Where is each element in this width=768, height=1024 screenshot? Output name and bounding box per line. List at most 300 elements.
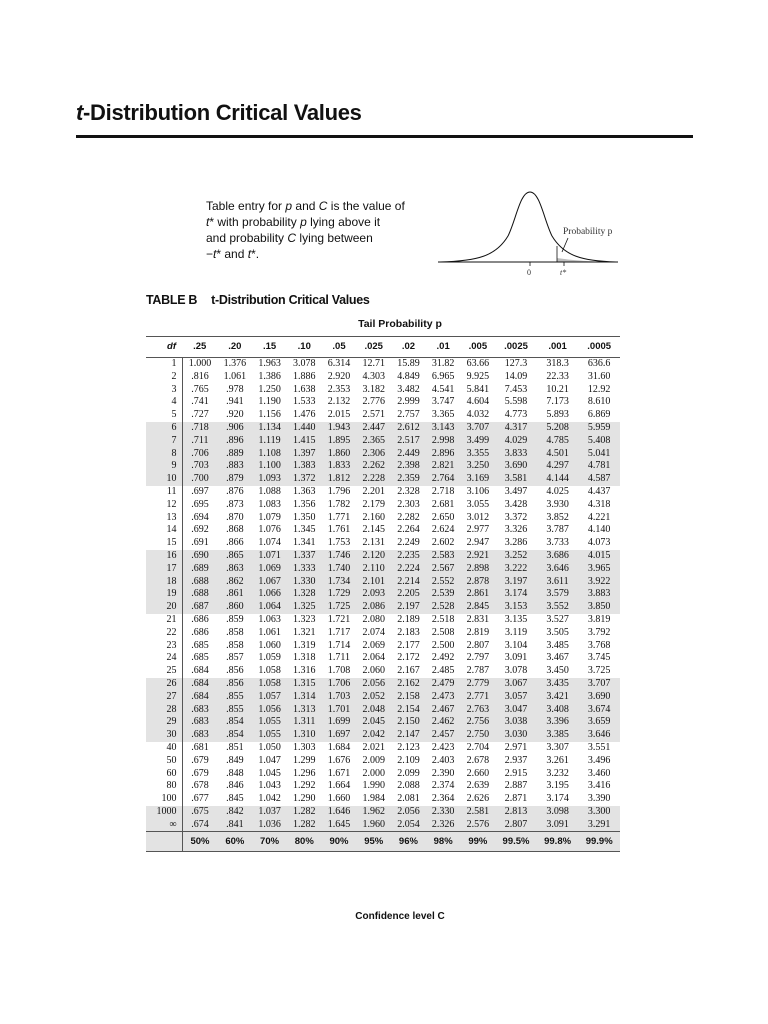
critical-value-cell: 2.306: [356, 448, 391, 461]
critical-value-cell: 1.386: [258, 370, 281, 382]
critical-value-cell: .675: [182, 806, 217, 819]
critical-value-cell: .889: [217, 448, 252, 461]
critical-value-cell: 2.131: [362, 537, 385, 549]
critical-value-cell: 1.725: [322, 601, 357, 614]
critical-value-cell: .855: [217, 691, 252, 704]
df-cell: 2: [146, 371, 182, 384]
critical-value-cell: 2.871: [504, 793, 528, 805]
header-tail-prob: .25: [182, 337, 217, 358]
df-cell: ∞: [146, 819, 182, 832]
page-title: [76, 100, 362, 126]
critical-value-cell: 5.408: [578, 435, 620, 448]
df-cell: 50: [146, 755, 182, 768]
critical-value-cell: 1.190: [258, 396, 281, 408]
header-tail-prob: .001: [537, 337, 579, 358]
critical-value-cell: 1.833: [322, 460, 357, 473]
critical-value-cell: .870: [226, 511, 244, 523]
critical-value-cell: 1.108: [252, 448, 287, 461]
critical-value-cell: 1.119: [252, 435, 287, 448]
critical-value-cell: 2.042: [356, 729, 391, 742]
critical-value-cell: 4.015: [578, 550, 620, 563]
critical-value-cell: .718: [182, 422, 217, 435]
critical-value-cell: 2.109: [397, 754, 420, 766]
critical-value-cell: 1.646: [322, 806, 357, 819]
critical-value-cell: 3.460: [587, 767, 611, 779]
critical-value-cell: .846: [226, 780, 244, 792]
critical-value-cell: 1.050: [258, 741, 281, 753]
critical-value-cell: .941: [226, 396, 244, 408]
critical-value-cell: 1.328: [287, 588, 322, 601]
title-divider: [76, 135, 693, 138]
df-cell: 1000: [146, 806, 182, 819]
critical-value-cell: 4.437: [587, 485, 611, 497]
critical-value-cell: .920: [226, 409, 244, 421]
critical-value-cell: 1.706: [322, 678, 357, 691]
critical-value-cell: 2.177: [397, 639, 420, 651]
critical-value-cell: 2.249: [397, 537, 420, 549]
header-tail-prob: .20: [217, 337, 252, 358]
critical-value-cell: 2.797: [466, 652, 490, 664]
critical-value-cell: 1.055: [252, 729, 287, 742]
critical-value-cell: 3.286: [504, 537, 528, 549]
critical-value-cell: 2.998: [426, 435, 461, 448]
critical-value-cell: 1.341: [293, 537, 316, 549]
critical-value-cell: .842: [217, 806, 252, 819]
critical-value-cell: 1.311: [287, 716, 322, 729]
critical-value-cell: 1.895: [322, 435, 357, 448]
confidence-cell: 70%: [252, 832, 287, 852]
critical-value-cell: 3.659: [578, 716, 620, 729]
critical-value-cell: 1.782: [327, 498, 351, 510]
critical-value-cell: 1.660: [327, 793, 351, 805]
critical-value-cell: 1.314: [287, 691, 322, 704]
critical-value-cell: 3.883: [578, 588, 620, 601]
critical-value-cell: 3.169: [461, 473, 496, 486]
critical-value-cell: .863: [217, 563, 252, 576]
critical-value-cell: 2.398: [391, 460, 426, 473]
critical-value-cell: 1.440: [287, 422, 322, 435]
critical-value-cell: 1.299: [293, 754, 316, 766]
df-cell: 100: [146, 793, 182, 806]
critical-value-cell: 1.697: [322, 729, 357, 742]
critical-value-cell: 2.303: [397, 498, 420, 510]
table-row: [146, 435, 620, 448]
df-cell: 1: [146, 358, 182, 371]
critical-value-cell: .741: [191, 396, 209, 408]
critical-value-cell: 3.047: [495, 704, 537, 717]
critical-value-cell: 1.319: [293, 639, 316, 651]
table-row: [146, 729, 620, 742]
tail-probability-label: Tail Probability p: [358, 318, 442, 330]
critical-value-cell: .816: [191, 370, 209, 382]
critical-value-cell: 1.042: [258, 793, 281, 805]
critical-value-cell: 3.527: [546, 613, 569, 625]
header-tail-prob: .05: [322, 337, 357, 358]
confidence-cell: 99.9%: [578, 832, 620, 852]
critical-value-cell: 1.000: [188, 358, 212, 369]
critical-value-cell: 1.057: [252, 691, 287, 704]
df-cell: 80: [146, 780, 182, 793]
df-cell: 11: [146, 486, 182, 499]
critical-value-cell: .700: [182, 473, 217, 486]
critical-value-cell: 2.160: [362, 511, 385, 523]
critical-value-cell: 2.201: [362, 485, 385, 497]
critical-value-cell: 1.960: [356, 819, 391, 832]
critical-value-cell: 1.717: [327, 626, 351, 638]
critical-value-cell: 1.708: [327, 665, 351, 677]
critical-value-cell: 2.054: [391, 819, 426, 832]
df-cell: 30: [146, 729, 182, 742]
critical-value-cell: 4.144: [537, 473, 579, 486]
critical-value-cell: 3.611: [537, 576, 579, 589]
critical-value-cell: 2.678: [466, 754, 490, 766]
critical-value-cell: 2.473: [426, 691, 461, 704]
critical-value-cell: .681: [191, 741, 209, 753]
critical-value-cell: 2.571: [362, 409, 385, 421]
critical-value-cell: 2.009: [362, 754, 385, 766]
critical-value-cell: .677: [191, 793, 209, 805]
critical-value-cell: 2.264: [397, 524, 420, 536]
critical-value-cell: 2.353: [327, 383, 351, 395]
critical-value-cell: 1.415: [287, 435, 322, 448]
critical-value-cell: .765: [191, 383, 209, 395]
critical-value-cell: 3.579: [537, 588, 579, 601]
critical-value-cell: 1.676: [327, 754, 351, 766]
critical-value-cell: 3.505: [546, 626, 569, 638]
critical-value-cell: 4.541: [431, 383, 455, 395]
critical-value-cell: .851: [226, 741, 244, 753]
critical-value-cell: 1.943: [322, 422, 357, 435]
critical-value-cell: 3.222: [495, 563, 537, 576]
tstar-label: t*: [560, 268, 567, 276]
critical-value-cell: .906: [217, 422, 252, 435]
critical-value-cell: 2.660: [466, 767, 490, 779]
critical-value-cell: 1.721: [327, 613, 351, 625]
critical-value-cell: 1.292: [293, 780, 316, 792]
critical-value-cell: .858: [226, 639, 244, 651]
critical-value-cell: 3.482: [397, 383, 420, 395]
confidence-cell: 80%: [287, 832, 322, 852]
critical-value-cell: 22.33: [546, 370, 569, 382]
critical-value-cell: 2.101: [356, 576, 391, 589]
confidence-cell: 99.5%: [495, 832, 537, 852]
critical-value-cell: 1.325: [287, 601, 322, 614]
critical-value-cell: .674: [182, 819, 217, 832]
critical-value-cell: .866: [226, 537, 244, 549]
critical-value-cell: 1.363: [293, 485, 316, 497]
header-df: df: [146, 337, 182, 358]
critical-value-cell: 4.785: [537, 435, 579, 448]
critical-value-cell: 4.604: [466, 396, 490, 408]
df-cell: 28: [146, 704, 182, 717]
critical-value-cell: 2.517: [391, 435, 426, 448]
critical-value-cell: 2.999: [397, 396, 420, 408]
critical-value-cell: .868: [226, 524, 244, 536]
critical-value-cell: 2.330: [426, 806, 461, 819]
critical-value-cell: 1.055: [252, 716, 287, 729]
df-cell: 24: [146, 652, 182, 665]
table-row: [146, 550, 620, 563]
critical-value-cell: 2.878: [461, 576, 496, 589]
critical-value-cell: 3.055: [466, 498, 490, 510]
critical-value-cell: 12.71: [362, 358, 385, 369]
critical-value-cell: 3.428: [504, 498, 528, 510]
probability-label: Probability p: [563, 227, 613, 237]
critical-value-cell: 1.345: [293, 524, 316, 536]
table-row: [146, 499, 620, 512]
critical-value-cell: .686: [191, 613, 209, 625]
critical-value-cell: 2.048: [356, 704, 391, 717]
critical-value-cell: 2.819: [466, 626, 490, 638]
critical-value-cell: 2.639: [466, 780, 490, 792]
confidence-row: [146, 832, 620, 852]
critical-value-cell: 2.074: [362, 626, 385, 638]
critical-value-cell: 4.317: [495, 422, 537, 435]
critical-value-cell: 2.403: [431, 754, 455, 766]
df-cell: 22: [146, 627, 182, 640]
critical-value-cell: 3.104: [504, 639, 528, 651]
critical-value-cell: 5.208: [537, 422, 579, 435]
critical-value-cell: 3.646: [578, 729, 620, 742]
critical-value-cell: 1.711: [327, 652, 351, 664]
critical-value-cell: 3.725: [587, 665, 611, 677]
header-row: [146, 337, 620, 358]
critical-value-cell: 3.408: [537, 704, 579, 717]
critical-value-cell: 3.326: [504, 524, 528, 536]
critical-value-cell: 3.232: [546, 767, 569, 779]
table-row: [146, 460, 620, 473]
critical-value-cell: .727: [191, 409, 209, 421]
critical-value-cell: 1.088: [258, 485, 281, 497]
critical-value-cell: 1.321: [293, 626, 316, 638]
critical-value-cell: 2.015: [327, 409, 351, 421]
critical-value-cell: 1.476: [293, 409, 316, 421]
critical-value-cell: 2.262: [356, 460, 391, 473]
critical-value-cell: 2.583: [426, 550, 461, 563]
critical-value-cell: .697: [191, 485, 209, 497]
critical-value-cell: 1.076: [258, 524, 281, 536]
critical-value-cell: 2.467: [426, 704, 461, 717]
critical-value-cell: 1.315: [287, 678, 322, 691]
critical-value-cell: 2.764: [426, 473, 461, 486]
table-row: [146, 448, 620, 461]
df-cell: 5: [146, 409, 182, 422]
critical-value-cell: 3.768: [587, 639, 611, 651]
critical-value-cell: .856: [226, 665, 244, 677]
confidence-cell: 90%: [322, 832, 357, 852]
critical-value-cell: 1.356: [293, 498, 316, 510]
critical-value-cell: 3.091: [504, 652, 528, 664]
critical-value-cell: 7.453: [504, 383, 528, 395]
critical-value-cell: .703: [182, 460, 217, 473]
critical-value-cell: 2.845: [461, 601, 496, 614]
critical-value-cell: 2.093: [356, 588, 391, 601]
critical-value-cell: 1.963: [258, 358, 281, 369]
critical-value-cell: 6.314: [327, 358, 351, 369]
critical-value-cell: 2.787: [466, 665, 490, 677]
critical-value-cell: 1.069: [252, 563, 287, 576]
critical-value-cell: 2.756: [461, 716, 496, 729]
critical-value-cell: 2.704: [466, 741, 490, 753]
critical-value-cell: 1.313: [287, 704, 322, 717]
critical-value-cell: 2.060: [362, 665, 385, 677]
critical-value-cell: 2.528: [426, 601, 461, 614]
critical-value-cell: 3.552: [537, 601, 579, 614]
critical-value-cell: 2.189: [397, 613, 420, 625]
critical-value-cell: 1.337: [287, 550, 322, 563]
critical-value-cell: 3.450: [546, 665, 569, 677]
critical-value-cell: 1.664: [327, 780, 351, 792]
critical-value-cell: 2.947: [466, 537, 490, 549]
critical-value-cell: 2.539: [426, 588, 461, 601]
table-row: [146, 704, 620, 717]
critical-value-cell: 2.374: [431, 780, 455, 792]
critical-value-cell: 6.869: [587, 409, 611, 421]
critical-value-cell: 1.703: [322, 691, 357, 704]
critical-value-cell: 2.328: [397, 485, 420, 497]
critical-value-cell: 63.66: [466, 358, 490, 369]
critical-value-cell: 3.707: [461, 422, 496, 435]
critical-value-cell: 3.385: [537, 729, 579, 742]
critical-value-cell: 1.296: [293, 767, 316, 779]
critical-value-cell: .849: [226, 754, 244, 766]
critical-value-cell: 3.421: [537, 691, 579, 704]
critical-value-cell: 2.750: [461, 729, 496, 742]
critical-value-cell: .688: [182, 588, 217, 601]
critical-value-cell: 3.307: [546, 741, 569, 753]
table-row: [146, 473, 620, 486]
df-cell: 6: [146, 422, 182, 435]
critical-value-cell: 2.197: [391, 601, 426, 614]
critical-value-cell: 3.372: [504, 511, 528, 523]
critical-value-cell: 1.059: [258, 652, 281, 664]
critical-value-cell: 3.106: [466, 485, 490, 497]
critical-value-cell: 3.686: [537, 550, 579, 563]
header-tail-prob: .01: [426, 337, 461, 358]
critical-value-cell: 2.977: [466, 524, 490, 536]
critical-value-cell: .845: [226, 793, 244, 805]
critical-value-cell: 2.365: [356, 435, 391, 448]
critical-value-cell: 3.674: [578, 704, 620, 717]
caption-label: TABLE B: [146, 293, 198, 307]
critical-value-cell: 3.261: [546, 754, 569, 766]
critical-value-cell: 2.064: [362, 652, 385, 664]
critical-value-cell: 1.047: [258, 754, 281, 766]
critical-value-cell: 1.310: [287, 729, 322, 742]
critical-value-cell: 2.282: [397, 511, 420, 523]
critical-value-cell: 2.110: [356, 563, 391, 576]
table-row: [146, 396, 620, 409]
critical-value-cell: 1.699: [322, 716, 357, 729]
critical-value-cell: .685: [191, 639, 209, 651]
critical-value-cell: 14.09: [504, 370, 528, 382]
critical-value-cell: .684: [182, 678, 217, 691]
critical-value-cell: 2.158: [391, 691, 426, 704]
critical-value-cell: 2.172: [397, 652, 420, 664]
critical-value-cell: 2.779: [461, 678, 496, 691]
critical-value-cell: 1.037: [252, 806, 287, 819]
critical-value-cell: 2.581: [461, 806, 496, 819]
table-row: [146, 755, 620, 768]
critical-value-cell: 4.318: [587, 498, 611, 510]
critical-value-cell: 1.397: [287, 448, 322, 461]
critical-value-cell: 2.898: [461, 563, 496, 576]
critical-value-cell: 2.718: [431, 485, 455, 497]
critical-value-cell: 2.179: [362, 498, 385, 510]
header-tail-prob: .10: [287, 337, 322, 358]
critical-value-cell: .685: [191, 652, 209, 664]
header-tail-prob: .0005: [578, 337, 620, 358]
critical-value-cell: 3.707: [578, 678, 620, 691]
critical-value-cell: .857: [226, 652, 244, 664]
critical-value-cell: 3.038: [495, 716, 537, 729]
critical-value-cell: 2.183: [397, 626, 420, 638]
critical-value-cell: 2.508: [431, 626, 455, 638]
table-row: [146, 563, 620, 576]
table-row: [146, 576, 620, 589]
critical-value-cell: 1.066: [252, 588, 287, 601]
critical-value-cell: 1.376: [223, 358, 247, 369]
critical-value-cell: 1.303: [293, 741, 316, 753]
critical-value-cell: .687: [182, 601, 217, 614]
critical-value-cell: 2.971: [504, 741, 528, 753]
table-row: [146, 537, 620, 550]
critical-value-cell: 2.771: [461, 691, 496, 704]
critical-value-cell: 4.025: [546, 485, 569, 497]
header-tail-prob: .025: [356, 337, 391, 358]
critical-value-cell: 3.012: [466, 511, 490, 523]
critical-value-cell: 3.143: [426, 422, 461, 435]
critical-value-cell: 1.067: [252, 576, 287, 589]
critical-value-cell: 2.921: [461, 550, 496, 563]
table-row: [146, 422, 620, 435]
table-row: [146, 691, 620, 704]
critical-value-cell: 2.167: [397, 665, 420, 677]
critical-value-cell: 7.173: [546, 396, 569, 408]
critical-value-cell: 1.740: [322, 563, 357, 576]
critical-value-cell: 318.3: [546, 358, 569, 369]
critical-value-cell: .691: [191, 537, 209, 549]
critical-value-cell: 2.492: [431, 652, 455, 664]
critical-value-cell: 2.150: [391, 716, 426, 729]
critical-value-cell: 1.290: [293, 793, 316, 805]
critical-value-cell: 2.763: [461, 704, 496, 717]
critical-value-cell: 2.045: [356, 716, 391, 729]
critical-value-cell: 4.221: [587, 511, 611, 523]
table-row: [146, 652, 620, 665]
confidence-cell: 98%: [426, 832, 461, 852]
critical-value-cell: 1.043: [258, 780, 281, 792]
critical-value-cell: .858: [226, 626, 244, 638]
critical-value-cell: .860: [217, 601, 252, 614]
df-cell: 17: [146, 563, 182, 576]
table-row: [146, 806, 620, 819]
critical-value-cell: 127.3: [504, 358, 528, 369]
critical-value-cell: .848: [226, 767, 244, 779]
critical-value-cell: 3.195: [546, 780, 569, 792]
critical-value-cell: 3.819: [587, 613, 611, 625]
critical-value-cell: 3.197: [495, 576, 537, 589]
critical-value-cell: 3.396: [537, 716, 579, 729]
critical-value-cell: 4.032: [466, 409, 490, 421]
table-row: [146, 768, 620, 781]
table-row: [146, 742, 620, 755]
critical-value-cell: .861: [217, 588, 252, 601]
critical-value-cell: 3.787: [546, 524, 569, 536]
critical-value-cell: 2.081: [397, 793, 420, 805]
critical-value-cell: 2.147: [391, 729, 426, 742]
zero-label: 0: [527, 268, 531, 276]
